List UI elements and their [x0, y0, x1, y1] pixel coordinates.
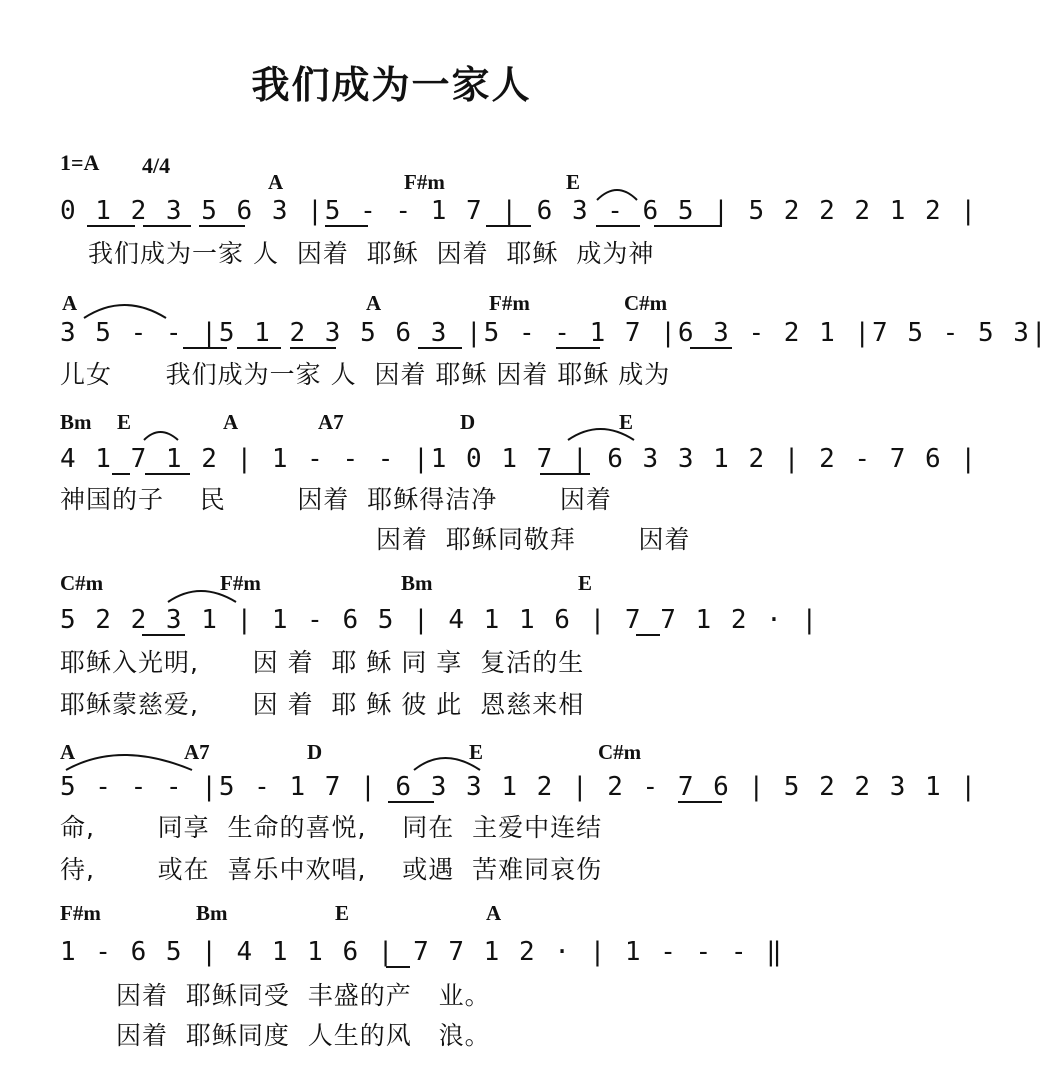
slur-mark: [597, 190, 637, 200]
lyric-line: 命, 同享 生命的喜悦, 同在 主爱中连结: [60, 813, 603, 842]
chord: A: [60, 740, 76, 764]
time-signature: 4/4: [142, 153, 171, 178]
lyric-line: 我们成为一家 人 因着 耶稣 因着 耶稣 成为神: [88, 239, 655, 268]
notation-line: 5 - - - |5 - 1 7 | 6 3 3 1 2 | 2 - 7 6 | 5 2 2 3 1 |: [60, 772, 978, 802]
chord: C#m: [624, 291, 668, 315]
chord: Bm: [196, 901, 228, 925]
chord: A7: [318, 410, 344, 434]
slur-mark: [84, 305, 166, 318]
chord: E: [117, 410, 132, 434]
chord: E: [335, 901, 350, 925]
lyric-line: 因着 耶稣同受 丰盛的产 业。: [116, 981, 491, 1010]
lyric-line: 因着 耶稣同敬拜 因着: [376, 525, 691, 554]
chord: A: [223, 410, 239, 434]
notation-line: 5 2 2 3 1 | 1 - 6 5 | 4 1 1 6 | 7 7 1 2 · |: [60, 605, 820, 635]
chord: E: [469, 740, 484, 764]
chord: F#m: [220, 571, 261, 595]
chord: A7: [184, 740, 210, 764]
chord: Bm: [401, 571, 433, 595]
chord: E: [578, 571, 593, 595]
lyric-line: 待, 或在 喜乐中欢唱, 或遇 苦难同哀伤: [60, 855, 603, 884]
chord: D: [460, 410, 476, 434]
lyric-line: 儿女 我们成为一家 人 因着 耶稣 因着 耶稣 成为: [60, 360, 671, 389]
chord: Bm: [60, 410, 92, 434]
chord: A: [486, 901, 502, 925]
chord: F#m: [489, 291, 530, 315]
chord: A: [268, 170, 284, 194]
slur-mark: [168, 591, 236, 602]
slur-mark: [568, 429, 634, 440]
chord: E: [566, 170, 581, 194]
slur-mark: [414, 758, 480, 770]
chord: E: [619, 410, 634, 434]
lyric-line: 耶稣入光明, 因 着 耶 稣 同 享 复活的生: [60, 648, 585, 677]
chord: A: [366, 291, 382, 315]
slur-mark: [144, 432, 178, 440]
lyric-line: 神国的子 民 因着 耶稣得洁净 因着: [60, 485, 612, 514]
chord: D: [307, 740, 323, 764]
chord: A: [62, 291, 78, 315]
notation-line: 4 1 7 1 2 | 1 - - - |1 0 1 7 | 6 3 3 1 2 | 2 - 7 6 |: [60, 444, 978, 474]
chord: F#m: [60, 901, 101, 925]
notation-line: 0 1 2 3 5 6 3 |5 - - 1 7 | 6 3 - 6 5 | 5 2 2 2 1 2 |: [60, 196, 978, 226]
key-signature: 1=A: [60, 150, 100, 175]
slur-mark: [66, 755, 192, 770]
notation-line: 1 - 6 5 | 4 1 1 6 | 7 7 1 2 · | 1 - - - ‖: [60, 937, 784, 967]
lyric-line: 耶稣蒙慈爱, 因 着 耶 稣 彼 此 恩慈来相: [60, 690, 585, 719]
notation-line: 3 5 - - |5 1 2 3 5 6 3 |5 - - 1 7 |6 3 - 2 1 |7 5 - 5 3|: [60, 318, 1049, 348]
song-title: 我们成为一家人: [251, 63, 532, 107]
chord: F#m: [404, 170, 445, 194]
chord: C#m: [60, 571, 104, 595]
chord: C#m: [598, 740, 642, 764]
lyric-line: 因着 耶稣同度 人生的风 浪。: [116, 1021, 491, 1050]
